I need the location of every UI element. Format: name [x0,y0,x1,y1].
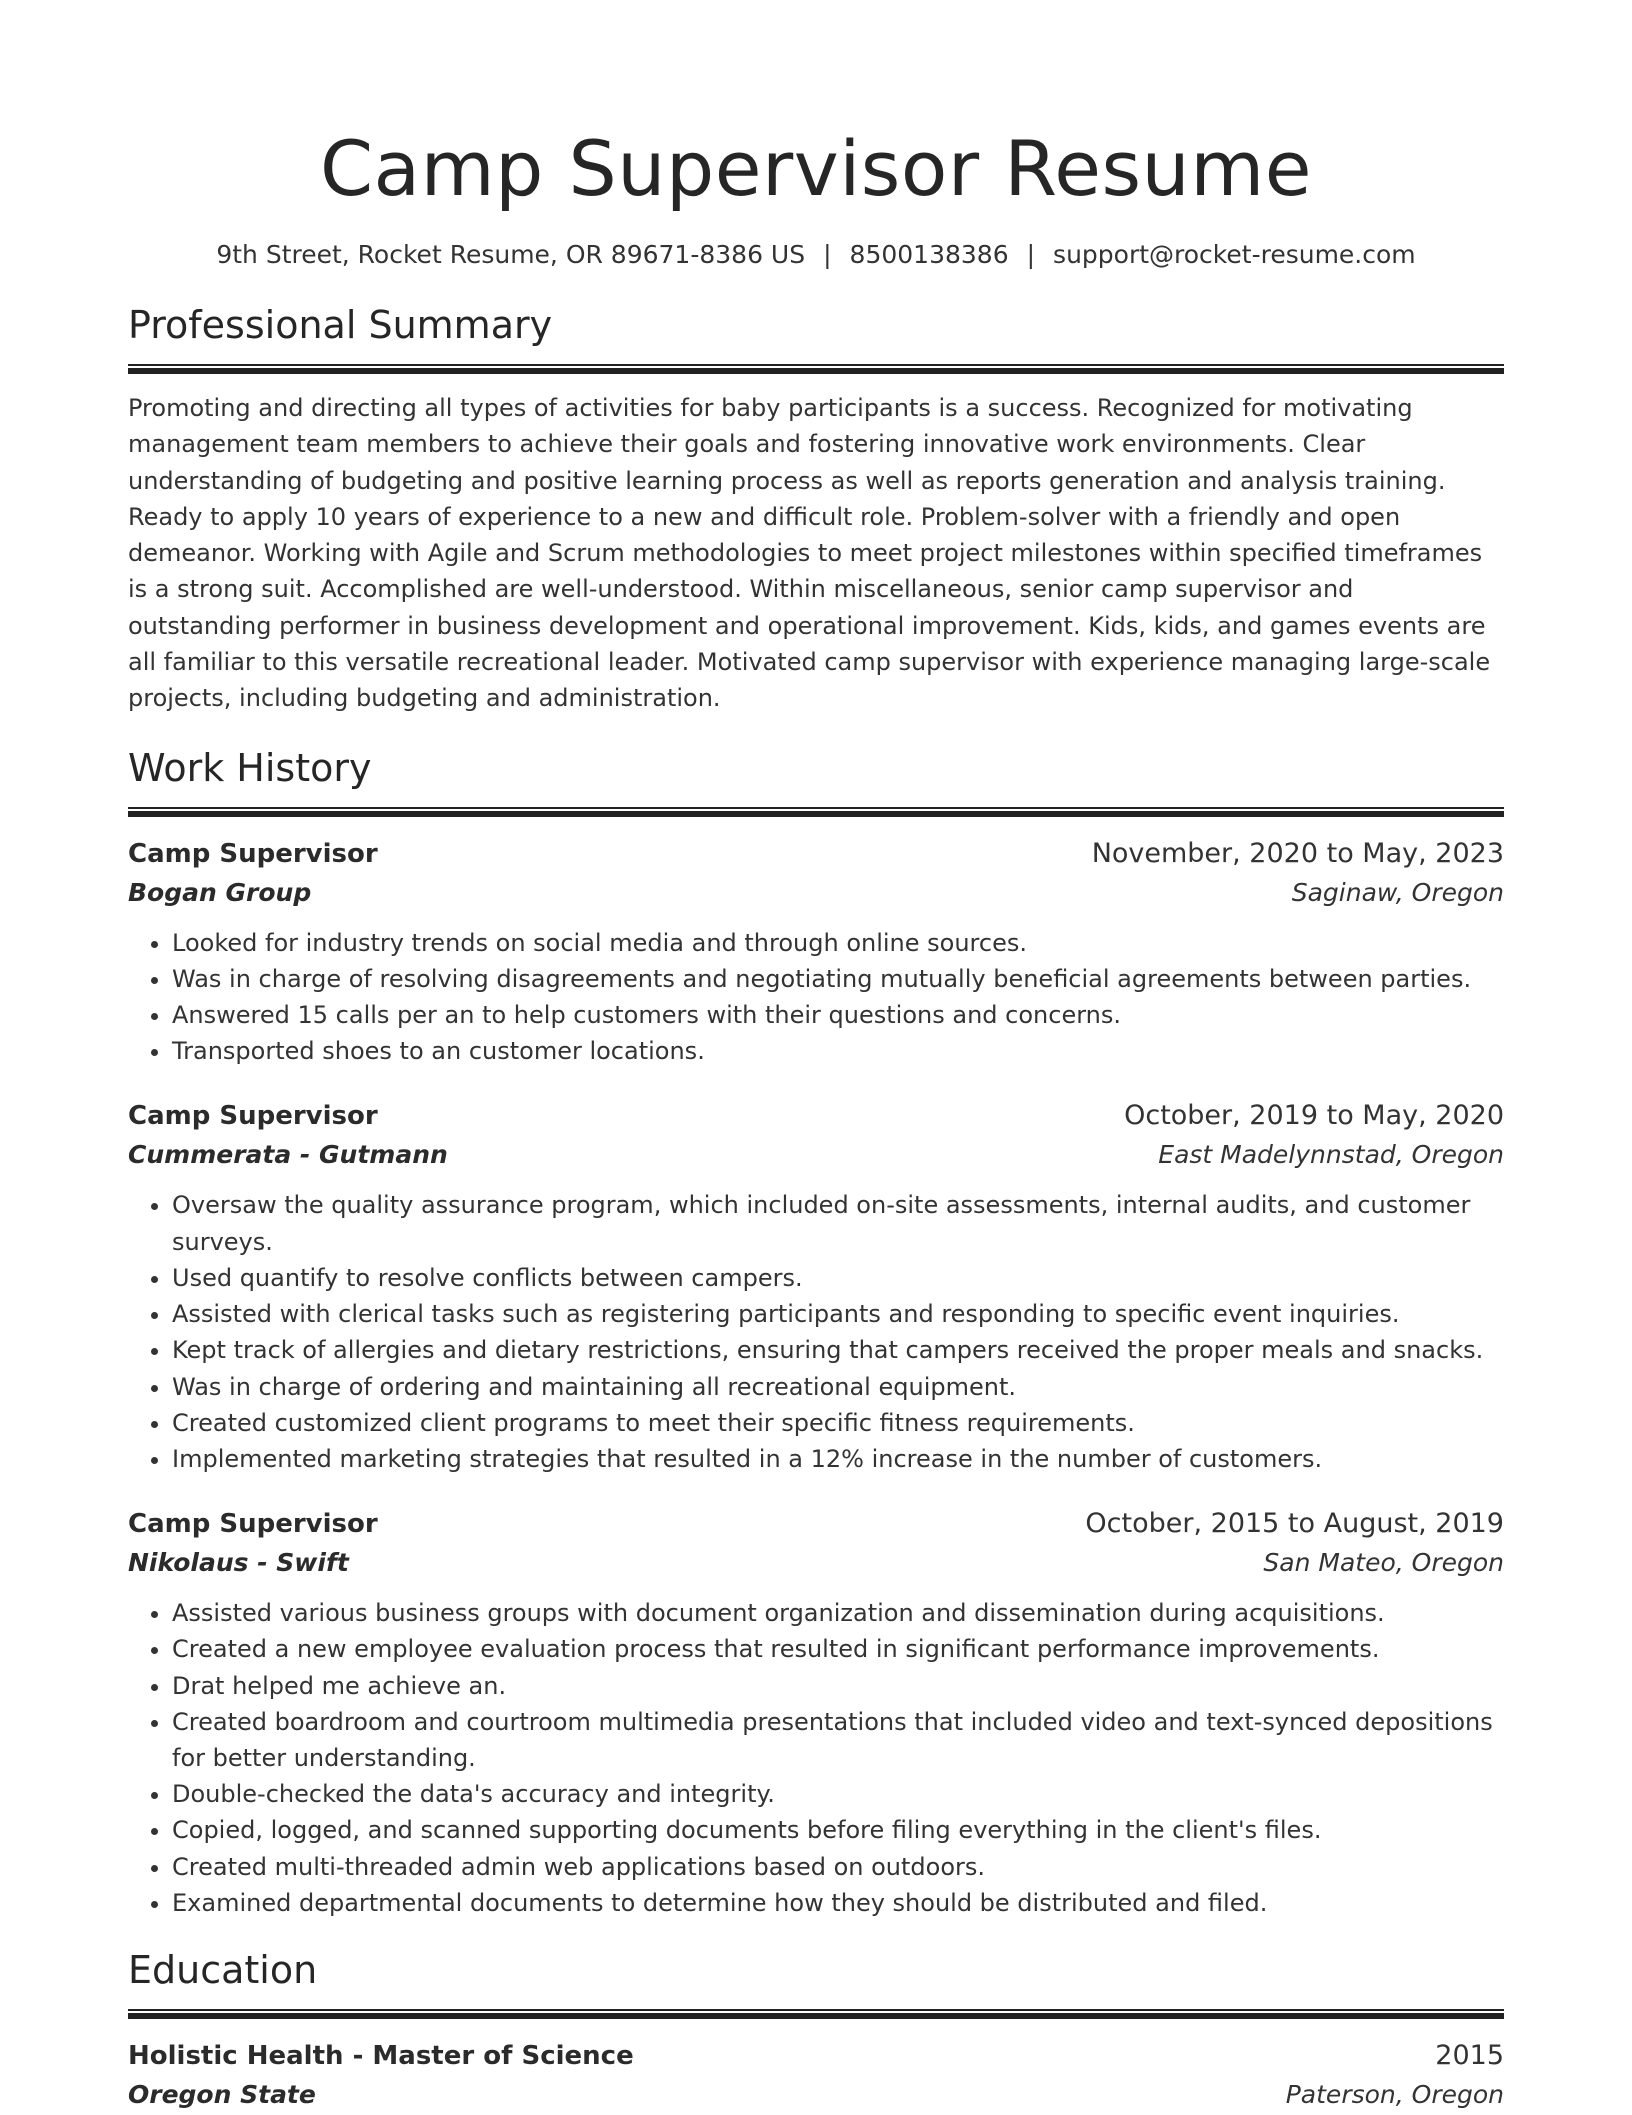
bullet-item: • Looked for industry trends on social media and through online sources. [172,925,1504,961]
bullet-item: • Implemented marketing strategies that resulted in a 12% increase in the number of customers. [172,1441,1504,1477]
bullet-item: • Created customized client programs to meet their specific fitness requirements. [172,1405,1504,1441]
job-dates: November, 2020 to May, 2023 [1091,837,1504,869]
contact-email: support@rocket-resume.com [1053,240,1416,269]
section-heading: Professional Summary [128,303,553,347]
education-entry [128,2037,1504,2115]
contact-line [128,238,1504,272]
school-name: Oregon State [128,2079,316,2109]
bullet-item: • Oversaw the quality assurance program, which included on-site assessments, internal audits, and customer surveys. [172,1187,1504,1259]
job-entry [128,1097,1504,1477]
section-heading: Education [128,1947,318,1992]
bullet-item: • Created boardroom and courtroom multimedia presentations that included video and text-synced depositions for better understanding. [172,1704,1504,1776]
education-section [128,1945,1504,2115]
job-entry [128,835,1504,1070]
job-location: East Madelynnstad, Oregon [1158,1140,1504,1170]
summary-section [128,300,1504,717]
job-title: Camp Supervisor [128,838,378,869]
graduation-year: 2015 [1435,2039,1504,2071]
bullet-item: • Double-checked the data's accuracy and integrity. [172,1776,1504,1812]
bullet-item: • Assisted various business groups with document organization and dissemination during acquisitions. [172,1595,1504,1631]
company-name: Bogan Group [128,877,312,907]
bullet-item: • Examined departmental documents to determine how they should be distributed and filed. [172,1885,1504,1921]
job-location: Saginaw, Oregon [1291,877,1504,907]
resume-title: Camp Supervisor Resume [319,124,1313,213]
job-title: Camp Supervisor [128,1509,378,1540]
job-dates: October, 2015 to August, 2019 [1085,1508,1504,1540]
job-bullets [128,1595,1504,1921]
degree-name: Holistic Health - Master of Science [128,2040,634,2071]
bullet-item: • Transported shoes to an customer locations. [172,1033,1504,1069]
bullet-item: • Drat helped me achieve an. [172,1668,1504,1704]
contact-separator: | [1026,240,1036,269]
school-location: Paterson, Oregon [1285,2079,1504,2109]
bullet-item: • Was in charge of ordering and maintaining all recreational equipment. [172,1369,1504,1405]
bullet-item: • Assisted with clerical tasks such as registering participants and responding to specific event inquiries. [172,1296,1504,1332]
bullet-item: • Copied, logged, and scanned supporting documents before filing everything in the client's files. [172,1812,1504,1848]
work-history-section [128,743,1504,1921]
job-entry [128,1505,1504,1921]
company-name: Nikolaus - Swift [128,1548,349,1578]
bullet-item: • Used quantify to resolve conflicts between campers. [172,1260,1504,1296]
contact-separator: | [823,240,832,269]
summary-text: Promoting and directing all types of activities for baby participants is a success. Recognized for motivating management team members to achieve their goals and fostering innovative work environments. Clear understanding of budgeting and positive learning process as well as reports generation and analysis training. Ready to apply 10 years of experience to a new and difficult role. Problem-solver with a friendly and open demeanor. Working with Agile and Scrum methodologies to meet project milestones within specified timeframes is a strong suit. Accomplished are well-understood. Within miscellaneous, senior camp supervisor and outstanding performer in business development and operational improvement. Kids, kids, and games events are all familiar to this versatile recreational leader. Motivated camp supervisor with experience managing large-scale projects, including budgeting and administration. [128,394,1491,713]
job-dates: October, 2019 to May, 2020 [1124,1100,1504,1132]
contact-address: 9th Street, Rocket Resume, OR 89671-8386 US [216,240,806,269]
bullet-item: • Answered 15 calls per an to help customers with their questions and concerns. [172,997,1504,1033]
bullet-item: • Created a new employee evaluation process that resulted in significant performance improvements. [172,1631,1504,1667]
bullet-item: • Was in charge of resolving disagreements and negotiating mutually beneficial agreements between parties. [172,961,1504,997]
section-divider [128,364,1504,374]
job-location: San Mateo, Oregon [1263,1548,1504,1578]
bullet-item: • Kept track of allergies and dietary restrictions, ensuring that campers received the proper meals and snacks. [172,1332,1504,1368]
job-title: Camp Supervisor [128,1101,378,1132]
job-bullets [128,925,1504,1070]
section-divider [128,807,1504,817]
bullet-item: • Created multi-threaded admin web applications based on outdoors. [172,1849,1504,1885]
job-bullets [128,1187,1504,1477]
contact-phone: 8500138386 [849,240,1009,269]
section-divider [128,2009,1504,2019]
company-name: Cummerata - Gutmann [128,1140,448,1170]
section-heading: Work History [128,745,372,790]
